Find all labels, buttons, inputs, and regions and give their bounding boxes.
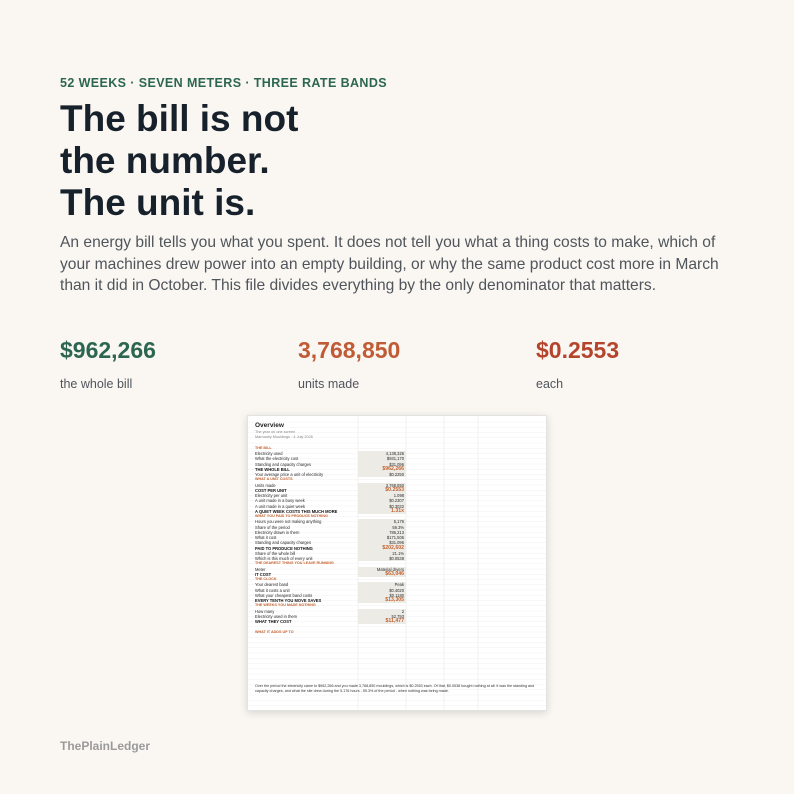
stat-value: 3,768,850 — [298, 337, 401, 363]
sheet-row-label: Standing and capacity charges — [255, 540, 311, 546]
sheet-row-label: THE CLOCK — [255, 577, 277, 581]
lede-paragraph: An energy bill tells you what you spent. It does not tell you what a thing costs to make, which of your machines drew power into an empty building, or why the same product cost more in March than it did in October. This file divides everything by the only denominator that matters. — [60, 234, 719, 294]
sheet-row-value: 3,768,850 — [358, 483, 406, 488]
stat-each — [536, 337, 619, 391]
sheet-row-value: $931,170 — [358, 456, 406, 461]
sheet-row-value: $13,305 — [358, 598, 406, 603]
sheet-row-value: $63,046 — [358, 572, 406, 577]
sheet-row-label: WHAT IT ADDS UP TO — [255, 629, 294, 634]
sheet-row-label: Electricity used — [255, 451, 283, 456]
sheet-row-label: What it costs a unit — [255, 587, 290, 593]
stat-whole-bill — [60, 337, 156, 391]
sheet-row-value: 52,793 — [358, 614, 406, 619]
sheet-row-value: $0.2553 — [358, 488, 406, 493]
summary-note: Over the period the electricity came to $962,266 and you made 3,768,850 mouldings, which is $0.2553 each. Of that, $0.0538 bought nothing at all: it was the standing and capacity charges, and what the site drew during the 5,176 hours - 59.3% of the period - when nothing was being made. — [255, 684, 535, 694]
headline-line-1: The bill is not — [60, 98, 299, 139]
sheet-row-label: Share of the period — [255, 524, 290, 530]
brand-wordmark: ThePlainLedger — [60, 739, 151, 753]
stat-units-made — [298, 337, 400, 391]
sheet-row-label: IT COST — [255, 571, 272, 577]
headline-line-2: the number. — [60, 140, 270, 181]
sheet-row-label: Marrowby Mouldings · 4 July 2026 — [255, 435, 313, 440]
sheet-row-label: How many — [255, 608, 275, 614]
sheet-row-value: 1.098 — [358, 493, 406, 498]
sheet-row-value: 2 — [358, 609, 406, 614]
sheet-row-value: $31,096 — [358, 540, 406, 545]
sheet-section-header — [248, 630, 547, 635]
stat-value: $962,266 — [60, 337, 156, 363]
sheet-row-value: 4,138,326 — [358, 451, 406, 456]
sheet-title — [248, 422, 547, 430]
sheet-row-label: THE DEAREST THING YOU LEAVE RUNNING — [255, 561, 334, 566]
sheet-row-label: Your dearest band — [255, 582, 289, 588]
sheet-row-value: $0.0538 — [358, 556, 406, 561]
sheet-row-label: The year on one screen — [255, 430, 296, 434]
sheet-row-label: What the electricity cost — [255, 456, 299, 462]
sheet-row-value: 59.3% — [358, 525, 406, 530]
sheet-row-label: Electricity drawn in them — [255, 529, 300, 535]
sheet-row-label: WHAT A UNIT COSTS — [255, 477, 293, 482]
headline — [60, 98, 298, 224]
sheet-row-label: Electricity per unit — [255, 493, 288, 498]
sheet-row-label: Which is this much of every unit — [255, 556, 313, 561]
sheet-row-value: $31,096 — [358, 462, 406, 467]
sheet-row-label: Overview — [255, 422, 284, 429]
sheet-row-label: PAID TO PRODUCE NOTHING — [255, 545, 313, 551]
sheet-row-label: A unit made in a busy week — [255, 498, 305, 504]
sheet-row-value: 5,176 — [358, 519, 406, 524]
sheet-row-label: THE BILL — [255, 445, 272, 450]
sheet-row-label: What it cost — [255, 535, 277, 540]
stat-label: each — [536, 377, 564, 391]
sheet-row-label: Your average price a unit of electricity — [255, 472, 324, 477]
sheet-row-value: $0.1180 — [358, 593, 406, 598]
sheet-row-label: A unit made in a quiet week — [255, 503, 306, 509]
sheet-row-value: 21.1% — [358, 551, 406, 556]
stat-value: $0.2553 — [536, 337, 620, 363]
sheet-row-label: A QUIET WEEK COSTS THIS MUCH MORE — [255, 508, 338, 514]
sheet-row-label: Hours you were not making anything — [255, 519, 322, 525]
sheet-row-label: COST PER UNIT — [255, 487, 287, 493]
sheet-row-value: Material dryers — [358, 567, 406, 572]
sheet-row-value: $0.2250 — [358, 472, 406, 477]
sheet-row-value: 786,213 — [358, 530, 406, 535]
sheet-row-label: Units made — [255, 482, 276, 488]
sheet-row-label: Electricity used in them — [255, 613, 298, 619]
sheet-row-value: $171,506 — [358, 535, 406, 540]
eyebrow: 52 WEEKS · SEVEN METERS · THREE RATE BANDS — [60, 76, 388, 90]
sheet-row-value: $0.2307 — [358, 498, 406, 503]
sheet-row-label: THE WEEKS YOU MADE NOTHING — [255, 603, 316, 608]
sheet-row-value: Peak — [358, 582, 406, 587]
sheet-row-label: What your cheapest band costs — [255, 592, 313, 598]
sheet-row-label: THE WHOLE BILL — [255, 466, 290, 472]
spreadsheet-preview — [247, 415, 547, 711]
stat-label: the whole bill — [60, 377, 133, 391]
sheet-row-value: $962,266 — [358, 467, 406, 472]
sheet-row-value: $0.3032 — [358, 504, 406, 509]
headline-line-3: The unit is. — [60, 182, 256, 223]
sheet-row-value: 1.31x — [358, 509, 406, 514]
stat-label: units made — [298, 377, 360, 391]
sheet-row-value: $0.4020 — [358, 588, 406, 593]
sheet-row-label: Standing and capacity charges — [255, 461, 311, 467]
sheet-row-label: Meter — [255, 566, 266, 572]
sheet-row-label: EVERY TENTH YOU MOVE SAVES — [255, 598, 322, 603]
sheet-row-label: WHAT THEY COST — [255, 619, 292, 624]
sheet-row-value: $202,602 — [358, 546, 406, 551]
sheet-row-value: $11,477 — [358, 619, 406, 624]
sheet-row-label: Share of the whole bill — [255, 550, 296, 556]
sheet-row-label: WHAT YOU PAID TO PRODUCE NOTHING — [255, 514, 328, 518]
